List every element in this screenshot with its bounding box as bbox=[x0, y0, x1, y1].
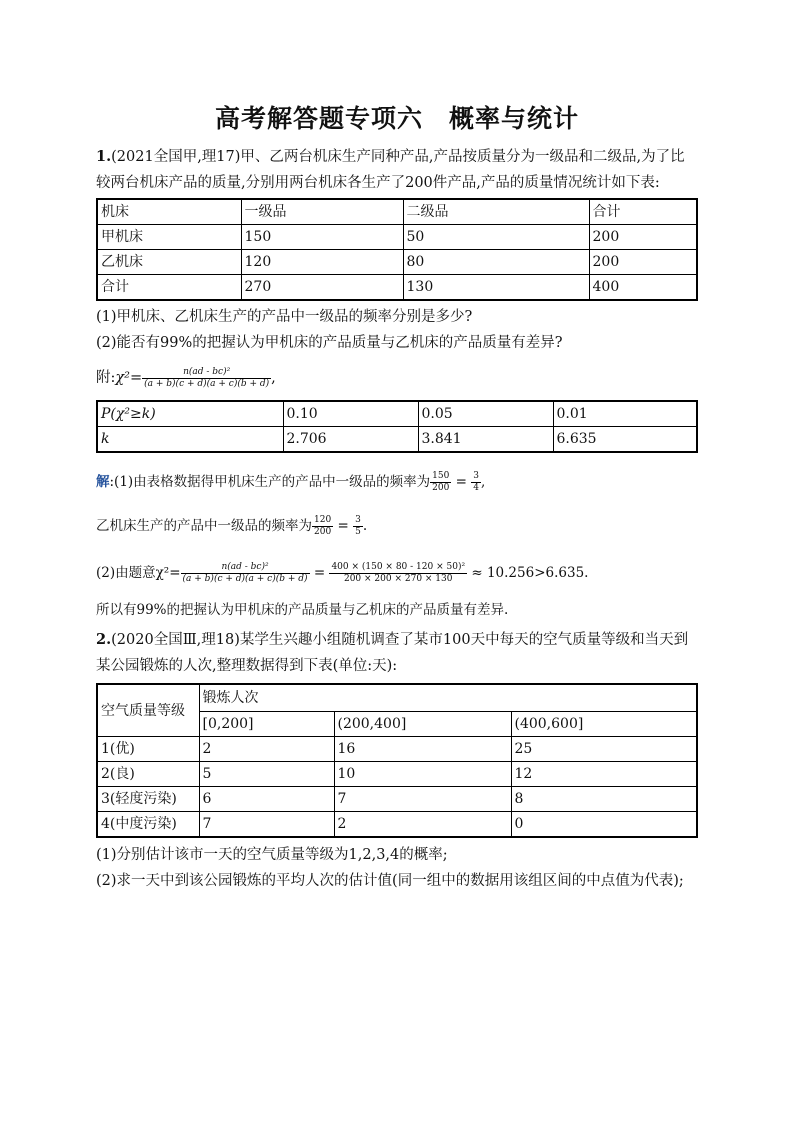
table-cell: 16 bbox=[334, 737, 511, 762]
table-row bbox=[97, 275, 697, 301]
fraction-numerator: n(ad - bc)² bbox=[181, 562, 310, 574]
table-cell: 机床 bbox=[97, 199, 241, 225]
question-2-intro bbox=[96, 627, 698, 679]
table-row bbox=[97, 737, 697, 762]
table-header-row bbox=[97, 199, 697, 225]
table-cell: 2(良) bbox=[97, 762, 199, 787]
table-row bbox=[97, 812, 697, 838]
question-1-intro-text: (2021全国甲,理17)甲、乙两台机床生产同种产品,产品按质量分为一级品和二级品,为了比较两台机床产品的质量,分别用两台机床各生产了200件产品,产品的质量情况统计如下表: bbox=[96, 149, 685, 191]
question-2-number: 2. bbox=[96, 631, 112, 648]
table-group-header: 锻炼人次 bbox=[199, 684, 697, 712]
fraction bbox=[471, 471, 481, 494]
table-cell: 80 bbox=[403, 250, 589, 275]
fraction-denominator: (a + b)(c + d)(a + c)(b + d) bbox=[182, 574, 308, 584]
solution-line-3 bbox=[96, 555, 698, 591]
fraction bbox=[181, 562, 310, 585]
table-cell: 200 bbox=[589, 225, 697, 250]
table-cell: k bbox=[97, 427, 283, 453]
fraction-denominator: 200 × 200 × 270 × 130 bbox=[343, 574, 453, 584]
table-cell: 12 bbox=[511, 762, 697, 787]
table-row bbox=[97, 225, 697, 250]
fraction-numerator: n(ad - bc)² bbox=[142, 367, 271, 379]
question-2-sub2: (2)求一天中到该公园锻炼的平均人次的估计值(同一组中的数据用该组区间的中点值为代表); bbox=[96, 873, 684, 889]
appendix-label: 附: bbox=[96, 370, 116, 386]
table-cell: 2 bbox=[199, 737, 334, 762]
solution-text: :(1)由表格数据得甲机床生产的产品中一级品的频率为 bbox=[109, 474, 431, 490]
solution-line-1 bbox=[96, 465, 698, 499]
table-cell: 150 bbox=[241, 225, 403, 250]
table-cell: 50 bbox=[403, 225, 589, 250]
fraction-numerator: 3 bbox=[473, 471, 479, 481]
table-cell: 2.706 bbox=[283, 427, 418, 453]
question-1 bbox=[96, 144, 698, 623]
fraction-numerator: 3 bbox=[355, 515, 361, 525]
table-row bbox=[97, 787, 697, 812]
solution-text: . bbox=[362, 518, 368, 534]
fraction-denominator: 200 bbox=[432, 483, 450, 493]
question-1-intro bbox=[96, 144, 698, 196]
table-header-row bbox=[97, 684, 697, 712]
question-2-intro-text: (2020全国Ⅲ,理18)某学生兴趣小组随机调查了某市100天中每天的空气质量等级和当天到某公园锻炼的人次,整理数据得到下表(单位:天): bbox=[96, 632, 689, 674]
fraction bbox=[312, 515, 333, 538]
table-cell: 1(优) bbox=[97, 737, 199, 762]
table-row bbox=[97, 762, 697, 787]
solution-line-4: 所以有99%的把握认为甲机床的产品质量与乙机床的产品质量有差异. bbox=[96, 602, 509, 618]
document-page bbox=[96, 0, 698, 894]
solution-text: 乙机床生产的产品中一级品的频率为 bbox=[96, 518, 312, 534]
solution-block bbox=[96, 465, 698, 623]
table-cell: 0 bbox=[511, 812, 697, 838]
question-1-number: 1. bbox=[96, 148, 112, 165]
solution-text: , bbox=[481, 474, 486, 490]
table-cell: (400,600] bbox=[511, 712, 697, 737]
table-row bbox=[97, 427, 697, 453]
table-cell: 7 bbox=[199, 812, 334, 838]
appendix-formula bbox=[96, 362, 698, 394]
table-cell: 合计 bbox=[97, 275, 241, 301]
table-cell: 8 bbox=[511, 787, 697, 812]
table-cell: 10 bbox=[334, 762, 511, 787]
table-cell: 6 bbox=[199, 787, 334, 812]
fraction-denominator: 5 bbox=[355, 527, 361, 537]
fraction-numerator: 120 bbox=[314, 515, 332, 525]
table-cell: 合计 bbox=[589, 199, 697, 225]
table-cell: 25 bbox=[511, 737, 697, 762]
equals-sign: = bbox=[333, 518, 354, 534]
solution-line-2 bbox=[96, 509, 698, 543]
table-cell: 0.05 bbox=[418, 401, 553, 427]
table-cell: 0.10 bbox=[283, 401, 418, 427]
solution-label: 解 bbox=[96, 474, 110, 490]
table-cell: 二级品 bbox=[403, 199, 589, 225]
table-cell: 甲机床 bbox=[97, 225, 241, 250]
air-quality-table bbox=[96, 683, 698, 838]
page-title: 高考解答题专项六 概率与统计 bbox=[214, 104, 579, 133]
table-cell: (200,400] bbox=[334, 712, 511, 737]
table-cell: 5 bbox=[199, 762, 334, 787]
equals-sign: = bbox=[451, 474, 472, 490]
question-1-sub2: (2)能否有99%的把握认为甲机床的产品质量与乙机床的产品质量有差异? bbox=[96, 335, 563, 351]
table-row bbox=[97, 250, 697, 275]
fraction-numerator: 400 × (150 × 80 - 120 × 50)² bbox=[331, 562, 466, 572]
equals-sign: = bbox=[309, 565, 330, 581]
table-cell: P(χ²≥k) bbox=[97, 401, 283, 427]
table-cell: 4(中度污染) bbox=[97, 812, 199, 838]
table-cell: 120 bbox=[241, 250, 403, 275]
table-cell: 7 bbox=[334, 787, 511, 812]
question-1-sub1: (1)甲机床、乙机床生产的产品中一级品的频率分别是多少? bbox=[96, 309, 473, 325]
table-cell: 乙机床 bbox=[97, 250, 241, 275]
chi-symbol: χ²= bbox=[115, 370, 143, 386]
fraction-denominator: 4 bbox=[473, 483, 479, 493]
table-cell: 200 bbox=[589, 250, 697, 275]
table-cell: 6.635 bbox=[553, 427, 697, 453]
fraction bbox=[329, 562, 467, 585]
table-cell: 一级品 bbox=[241, 199, 403, 225]
machine-table bbox=[96, 198, 698, 301]
table-corner-cell: 空气质量等级 bbox=[97, 684, 199, 737]
critical-value-table bbox=[96, 400, 698, 453]
table-cell: 270 bbox=[241, 275, 403, 301]
table-cell: 2 bbox=[334, 812, 511, 838]
table-cell: 130 bbox=[403, 275, 589, 301]
question-2 bbox=[96, 627, 698, 894]
appendix-end: , bbox=[271, 370, 276, 386]
table-cell: [0,200] bbox=[199, 712, 334, 737]
table-cell: 400 bbox=[589, 275, 697, 301]
table-cell: 0.01 bbox=[553, 401, 697, 427]
fraction-denominator: 200 bbox=[314, 527, 332, 537]
fraction-numerator: 150 bbox=[432, 471, 450, 481]
fraction-denominator: (a + b)(c + d)(a + c)(b + d) bbox=[144, 378, 270, 389]
solution-text: (2)由题意χ²= bbox=[96, 565, 181, 581]
question-2-sub1: (1)分别估计该市一天的空气质量等级为1,2,3,4的概率; bbox=[96, 847, 448, 863]
chi-formula-fraction bbox=[142, 367, 271, 390]
fraction bbox=[430, 471, 451, 494]
table-cell: 3(轻度污染) bbox=[97, 787, 199, 812]
solution-text: ≈ 10.256>6.635. bbox=[467, 565, 589, 581]
table-row bbox=[97, 401, 697, 427]
fraction bbox=[353, 515, 363, 538]
table-cell: 3.841 bbox=[418, 427, 553, 453]
